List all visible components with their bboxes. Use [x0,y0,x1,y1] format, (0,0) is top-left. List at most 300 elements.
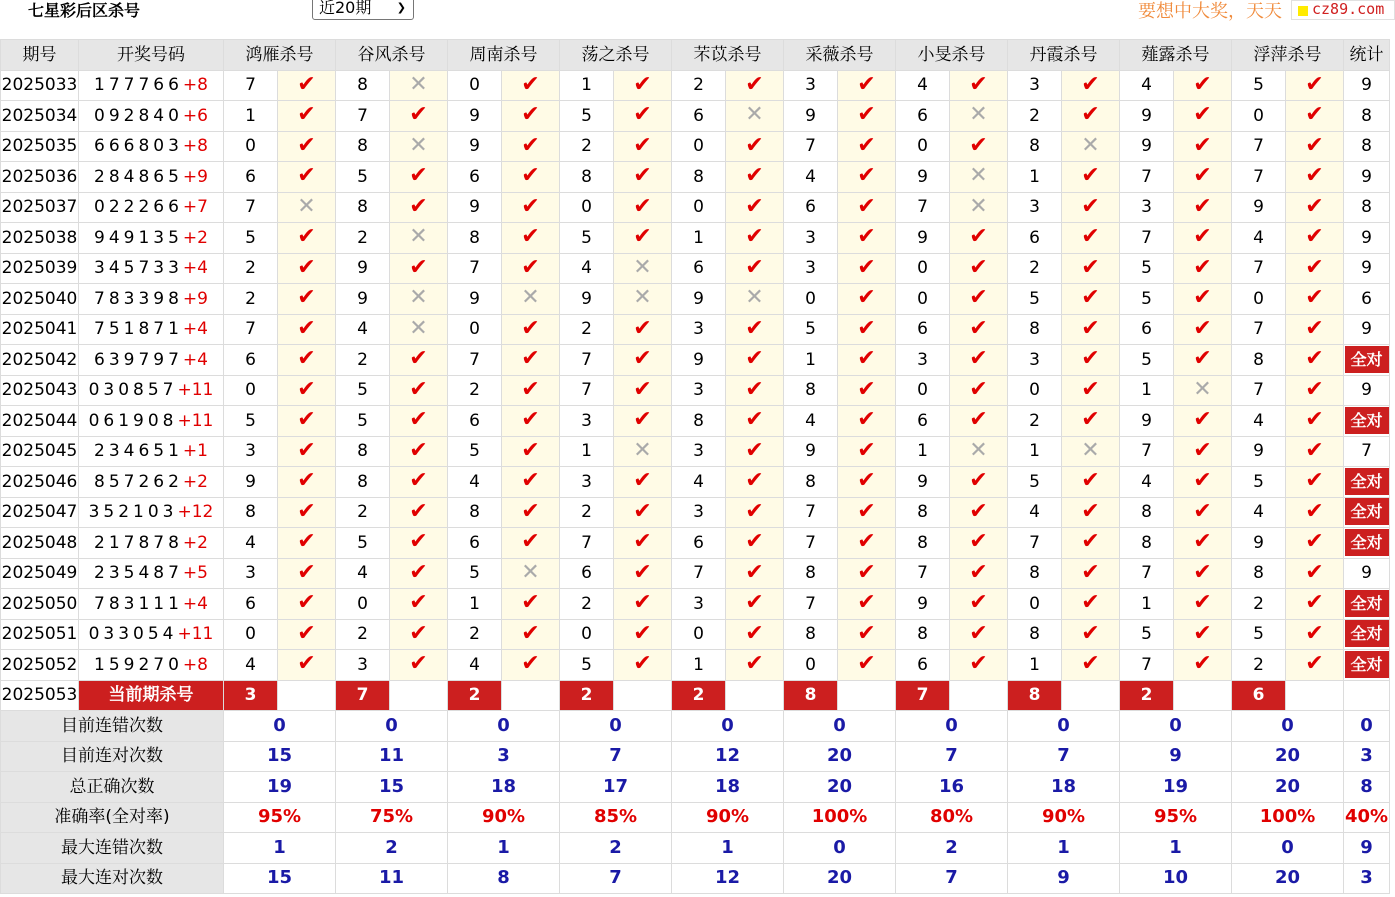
check-icon: ✔ [1081,376,1100,402]
check-icon: ✔ [633,498,652,524]
period-cell: 2025052 [1,650,79,681]
cross-icon: ✕ [521,559,540,585]
kill-number-table [0,39,1390,894]
table-row [1,558,1390,589]
column-header: 鸿雁杀号 [224,40,336,71]
result-mark-cell [950,253,1008,284]
result-mark-cell [1174,589,1232,620]
current-kill-blank [1174,680,1232,711]
stats-value: 95% [224,802,336,833]
result-mark-cell [838,101,896,132]
table-row [1,467,1390,498]
kill-number-cell: 0 [336,589,390,620]
kill-number-cell: 6 [224,162,278,193]
result-mark-cell [1174,101,1232,132]
draw-main-numbers: 235487 [94,563,183,584]
check-icon: ✔ [857,346,876,372]
period-cell: 2025037 [1,192,79,223]
check-icon: ✔ [1305,285,1324,311]
result-mark-cell [1062,253,1120,284]
check-icon: ✔ [409,407,428,433]
kill-number-cell: 7 [1008,528,1062,559]
kill-number-cell: 7 [560,375,614,406]
check-icon: ✔ [969,407,988,433]
check-icon: ✔ [1193,71,1212,97]
stats-row [1,772,1390,803]
result-mark-cell [1174,467,1232,498]
result-mark-cell [614,467,672,498]
result-mark-cell [1286,650,1344,681]
kill-number-cell: 1 [1008,650,1062,681]
stats-value: 7 [896,863,1008,894]
table-row [1,650,1390,681]
stats-value: 20 [1232,741,1344,772]
kill-number-cell: 5 [784,314,838,345]
draw-main-numbers: 639797 [94,349,183,370]
check-icon: ✔ [521,193,540,219]
check-icon: ✔ [969,559,988,585]
result-mark-cell [838,70,896,101]
kill-number-cell: 1 [1120,589,1174,620]
result-mark-cell [278,131,336,162]
stats-value: 0 [336,711,448,742]
current-kill-blank [726,680,784,711]
kill-number-cell: 3 [224,436,278,467]
draw-main-numbers: 352103 [88,502,178,523]
row-total-cell [1344,406,1390,437]
stats-row [1,863,1390,894]
table-row [1,345,1390,376]
period-cell: 2025050 [1,589,79,620]
kill-number-cell: 7 [224,70,278,101]
result-mark-cell [726,192,784,223]
kill-number-cell: 9 [896,223,950,254]
result-mark-cell [838,497,896,528]
result-mark-cell [1286,101,1344,132]
kill-number-cell: 7 [1120,162,1174,193]
column-header: 浮萍杀号 [1232,40,1344,71]
result-mark-cell [950,589,1008,620]
logo-text: cz89.com [1312,0,1385,18]
result-mark-cell [838,650,896,681]
column-header: 统计 [1344,40,1390,71]
check-icon: ✔ [1193,468,1212,494]
kill-number-cell: 8 [224,497,278,528]
kill-number-cell: 6 [672,253,726,284]
kill-number-cell: 8 [336,131,390,162]
check-icon: ✔ [409,498,428,524]
stats-value: 0 [784,711,896,742]
kill-number-cell: 3 [560,406,614,437]
check-icon: ✔ [633,102,652,128]
check-icon: ✔ [969,651,988,677]
result-mark-cell [1062,162,1120,193]
column-header: 开奖号码 [79,40,224,71]
result-mark-cell [726,223,784,254]
result-mark-cell [838,223,896,254]
result-mark-cell [390,375,448,406]
result-mark-cell [502,406,560,437]
draw-number-cell [79,558,224,589]
check-icon: ✔ [745,163,764,189]
kill-number-cell: 5 [224,223,278,254]
result-mark-cell [1062,528,1120,559]
row-total-cell [1344,467,1390,498]
result-mark-cell [838,467,896,498]
current-kill-number: 2 [448,680,502,711]
kill-number-cell: 8 [1008,558,1062,589]
check-icon: ✔ [745,193,764,219]
kill-number-cell: 5 [1120,345,1174,376]
kill-number-cell: 1 [784,345,838,376]
table-row [1,284,1390,315]
result-mark-cell [1062,375,1120,406]
check-icon: ✔ [1081,285,1100,311]
kill-number-cell: 0 [448,70,502,101]
result-mark-cell [1174,223,1232,254]
result-mark-cell [278,223,336,254]
draw-main-numbers: 857262 [94,471,183,492]
result-mark-cell [278,314,336,345]
result-mark-cell [950,345,1008,376]
result-mark-cell [838,589,896,620]
check-icon: ✔ [857,376,876,402]
check-icon: ✔ [1193,285,1212,311]
cross-icon: ✕ [969,437,988,463]
kill-number-cell: 9 [448,101,502,132]
period-cell: 2025039 [1,253,79,284]
result-mark-cell [726,345,784,376]
stats-value: 80% [896,802,1008,833]
kill-number-cell: 8 [1120,497,1174,528]
kill-number-cell: 0 [896,375,950,406]
all-correct-badge: 全对 [1345,346,1389,373]
check-icon: ✔ [745,315,764,341]
kill-number-cell: 8 [784,375,838,406]
result-mark-cell [726,467,784,498]
result-mark-cell [838,314,896,345]
check-icon: ✔ [521,132,540,158]
kill-number-cell: 7 [560,345,614,376]
kill-number-cell: 2 [336,497,390,528]
result-mark-cell [278,406,336,437]
kill-number-cell: 8 [896,528,950,559]
check-icon: ✔ [1305,132,1324,158]
kill-number-cell: 5 [1008,284,1062,315]
result-mark-cell [838,253,896,284]
result-mark-cell [1062,345,1120,376]
stats-value: 10 [1120,863,1232,894]
site-logo[interactable] [1291,0,1395,20]
check-icon: ✔ [297,224,316,250]
kill-number-cell: 7 [1232,131,1286,162]
stats-value: 90% [1008,802,1120,833]
kill-number-cell: 4 [784,162,838,193]
result-mark-cell [1286,345,1344,376]
period-cell: 2025035 [1,131,79,162]
kill-number-cell: 0 [224,375,278,406]
header-row [1,40,1390,71]
stats-value: 0 [1344,711,1390,742]
kill-number-cell: 3 [1008,345,1062,376]
draw-main-numbers: 061908 [88,410,178,431]
stats-value: 1 [448,833,560,864]
kill-number-cell: 1 [672,650,726,681]
stats-value: 0 [448,711,560,742]
stats-label: 目前连错次数 [1,711,224,742]
current-kill-number: 8 [1008,680,1062,711]
stats-value: 1 [1008,833,1120,864]
row-total-cell: 9 [1344,70,1390,101]
kill-number-cell: 2 [560,314,614,345]
result-mark-cell [390,406,448,437]
stats-value: 16 [896,772,1008,803]
kill-number-cell: 3 [672,589,726,620]
result-mark-cell [1174,650,1232,681]
check-icon: ✔ [1081,193,1100,219]
kill-number-cell: 4 [224,528,278,559]
draw-back-number: +9 [182,166,208,187]
result-mark-cell [278,650,336,681]
result-mark-cell [278,558,336,589]
kill-number-cell: 7 [1232,253,1286,284]
result-mark-cell [614,436,672,467]
check-icon: ✔ [857,315,876,341]
draw-back-number: +9 [182,288,208,309]
kill-number-cell: 9 [1232,436,1286,467]
check-icon: ✔ [521,498,540,524]
check-icon: ✔ [633,71,652,97]
result-mark-cell [950,375,1008,406]
stats-value: 90% [448,802,560,833]
draw-number-cell [79,284,224,315]
period-cell: 2025033 [1,70,79,101]
result-mark-cell [502,101,560,132]
kill-number-cell: 6 [560,558,614,589]
check-icon: ✔ [297,102,316,128]
kill-number-cell: 8 [784,619,838,650]
result-mark-cell [502,345,560,376]
kill-number-cell: 1 [1120,375,1174,406]
result-mark-cell [950,162,1008,193]
row-total-cell: 8 [1344,101,1390,132]
kill-number-cell: 1 [560,436,614,467]
check-icon: ✔ [969,620,988,646]
kill-number-cell: 3 [1008,192,1062,223]
draw-number-cell [79,223,224,254]
result-mark-cell [1174,131,1232,162]
kill-number-cell: 7 [224,314,278,345]
kill-number-cell: 3 [336,650,390,681]
result-mark-cell [278,101,336,132]
result-mark-cell [502,619,560,650]
check-icon: ✔ [745,559,764,585]
current-kill-number: 2 [1120,680,1174,711]
kill-number-cell: 4 [1232,223,1286,254]
result-mark-cell [1286,70,1344,101]
stats-value: 8 [448,863,560,894]
stats-value: 20 [1232,863,1344,894]
check-icon: ✔ [1305,437,1324,463]
stats-value: 3 [1344,741,1390,772]
check-icon: ✔ [857,285,876,311]
period-cell: 2025047 [1,497,79,528]
check-icon: ✔ [857,132,876,158]
check-icon: ✔ [1305,498,1324,524]
result-mark-cell [838,558,896,589]
check-icon: ✔ [297,529,316,555]
result-mark-cell [278,192,336,223]
result-mark-cell [1286,192,1344,223]
check-icon: ✔ [297,71,316,97]
period-cell: 2025044 [1,406,79,437]
result-mark-cell [1286,284,1344,315]
kill-number-cell: 2 [1008,253,1062,284]
result-mark-cell [1062,406,1120,437]
kill-number-cell: 7 [1120,650,1174,681]
cross-icon: ✕ [521,285,540,311]
stats-value: 90% [672,802,784,833]
stats-row [1,802,1390,833]
stats-row [1,833,1390,864]
result-mark-cell [390,284,448,315]
result-mark-cell [1286,253,1344,284]
cross-icon: ✕ [409,224,428,250]
kill-number-cell: 8 [448,223,502,254]
result-mark-cell [1286,223,1344,254]
result-mark-cell [1062,192,1120,223]
stats-value: 0 [1120,711,1232,742]
check-icon: ✔ [1305,651,1324,677]
check-icon: ✔ [857,71,876,97]
kill-number-cell: 2 [1008,101,1062,132]
check-icon: ✔ [297,651,316,677]
result-mark-cell [950,497,1008,528]
check-icon: ✔ [297,620,316,646]
kill-number-cell: 5 [1232,619,1286,650]
check-icon: ✔ [1305,376,1324,402]
check-icon: ✔ [1305,224,1324,250]
result-mark-cell [502,284,560,315]
kill-number-cell: 7 [448,253,502,284]
table-row [1,314,1390,345]
period-range-value: 近20期 [319,0,372,17]
period-cell: 2025046 [1,467,79,498]
stats-value: 18 [1008,772,1120,803]
current-kill-number: 7 [896,680,950,711]
stats-value: 2 [560,833,672,864]
result-mark-cell [390,619,448,650]
kill-number-cell: 6 [448,162,502,193]
draw-back-number: +4 [182,593,208,614]
draw-main-numbers: 217878 [94,532,183,553]
stats-value: 12 [672,741,784,772]
kill-number-cell: 0 [896,253,950,284]
result-mark-cell [1174,162,1232,193]
result-mark-cell [614,650,672,681]
kill-number-cell: 5 [1232,70,1286,101]
result-mark-cell [1062,70,1120,101]
table-row [1,528,1390,559]
kill-number-cell: 7 [896,192,950,223]
stats-value: 1 [1120,833,1232,864]
current-kill-label: 当前期杀号 [79,680,224,711]
kill-number-cell: 5 [224,406,278,437]
kill-number-cell: 8 [672,406,726,437]
draw-main-numbers: 092840 [94,105,183,126]
kill-number-cell: 6 [672,101,726,132]
current-period-cell: 2025053 [1,680,79,711]
check-icon: ✔ [521,71,540,97]
result-mark-cell [1174,436,1232,467]
kill-number-cell: 8 [896,619,950,650]
result-mark-cell [390,589,448,620]
check-icon: ✔ [1193,651,1212,677]
result-mark-cell [726,101,784,132]
result-mark-cell [950,192,1008,223]
result-mark-cell [390,497,448,528]
kill-number-cell: 9 [448,192,502,223]
check-icon: ✔ [297,315,316,341]
check-icon: ✔ [1081,559,1100,585]
kill-number-cell: 0 [1008,589,1062,620]
cross-icon: ✕ [969,163,988,189]
row-total-cell: 8 [1344,131,1390,162]
stats-value: 19 [224,772,336,803]
stats-value: 0 [560,711,672,742]
stats-value: 3 [1344,863,1390,894]
check-icon: ✔ [1081,224,1100,250]
check-icon: ✔ [409,437,428,463]
kill-number-cell: 6 [448,406,502,437]
stats-row [1,741,1390,772]
stats-value: 7 [560,741,672,772]
kill-number-cell: 7 [1120,223,1174,254]
check-icon: ✔ [1081,254,1100,280]
cross-icon: ✕ [409,315,428,341]
kill-number-cell: 8 [560,162,614,193]
current-kill-blank [614,680,672,711]
result-mark-cell [1286,406,1344,437]
result-mark-cell [502,162,560,193]
kill-number-cell: 2 [1232,650,1286,681]
result-mark-cell [614,375,672,406]
result-mark-cell [614,223,672,254]
result-mark-cell [838,162,896,193]
draw-number-cell [79,589,224,620]
result-mark-cell [726,528,784,559]
result-mark-cell [950,284,1008,315]
check-icon: ✔ [409,651,428,677]
check-icon: ✔ [1081,71,1100,97]
check-icon: ✔ [1193,132,1212,158]
kill-number-cell: 3 [672,314,726,345]
kill-number-cell: 9 [448,284,502,315]
check-icon: ✔ [969,590,988,616]
result-mark-cell [614,162,672,193]
stats-value: 0 [1008,711,1120,742]
draw-back-number: +8 [182,75,208,96]
check-icon: ✔ [857,224,876,250]
result-mark-cell [390,131,448,162]
kill-number-cell: 5 [336,528,390,559]
stats-row [1,711,1390,742]
kill-number-cell: 3 [672,497,726,528]
kill-number-cell: 1 [672,223,726,254]
period-range-select[interactable] [312,0,414,20]
cross-icon: ✕ [1193,376,1212,402]
kill-number-cell: 5 [1120,619,1174,650]
